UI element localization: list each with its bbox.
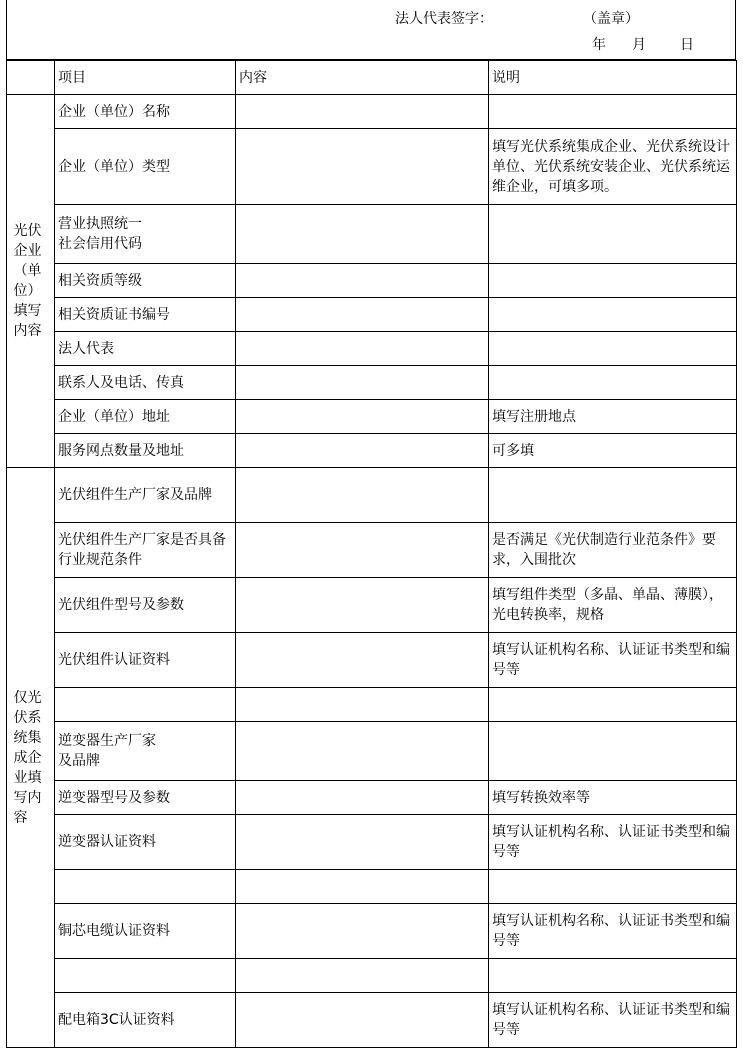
content-cell[interactable]	[236, 366, 489, 400]
content-cell[interactable]	[236, 578, 489, 633]
note-cell	[489, 205, 737, 264]
table-row	[7, 633, 737, 688]
header-item: 项目	[55, 61, 236, 95]
content-cell[interactable]	[236, 264, 489, 298]
content-cell[interactable]	[236, 815, 489, 870]
table-row	[7, 993, 737, 1048]
note-cell	[489, 298, 737, 332]
note-cell	[489, 688, 737, 722]
table-row	[7, 468, 737, 523]
content-cell[interactable]	[236, 205, 489, 264]
table-row	[7, 523, 737, 578]
month-label: 月	[632, 37, 646, 53]
note-cell	[489, 366, 737, 400]
table-row	[7, 688, 737, 722]
item-cell: 联系人及电话、传真	[55, 366, 236, 400]
item-cell: 法人代表	[55, 332, 236, 366]
note-cell	[489, 870, 737, 904]
note-cell	[489, 332, 737, 366]
section-title: 仅光伏系统集成企业填写内容	[13, 689, 42, 826]
item-cell: 铜芯电缆认证资料	[55, 904, 236, 959]
registration-form	[6, 0, 736, 1048]
note-cell: 填写认证机构名称、认证证书类型和编号等	[489, 993, 737, 1048]
day-label: 日	[680, 37, 694, 53]
table-row	[7, 332, 737, 366]
seal-label: （盖章）	[583, 11, 639, 27]
item-cell	[55, 959, 236, 993]
note-cell	[489, 722, 737, 781]
table-row	[7, 129, 737, 205]
section-title: 光伏企业（单位）填写内容	[13, 223, 42, 339]
table-row	[7, 578, 737, 633]
table-row	[7, 264, 737, 298]
table-row	[7, 959, 737, 993]
item-cell: 相关资质证书编号	[55, 298, 236, 332]
item-cell: 光伏组件生产厂家及品牌	[55, 468, 236, 523]
signature-area	[6, 0, 736, 60]
item-cell: 企业（单位）名称	[55, 95, 236, 129]
table-row	[7, 870, 737, 904]
content-cell[interactable]	[236, 870, 489, 904]
item-cell	[55, 870, 236, 904]
table-row	[7, 434, 737, 468]
content-cell[interactable]	[236, 959, 489, 993]
item-cell	[55, 688, 236, 722]
table-row	[7, 366, 737, 400]
table-row	[7, 781, 737, 815]
table-row	[7, 205, 737, 264]
note-cell	[489, 959, 737, 993]
item-cell: 逆变器型号及参数	[55, 781, 236, 815]
legal-rep-signature-label: 法人代表签字：	[395, 11, 493, 27]
table-row	[7, 904, 737, 959]
note-cell	[489, 264, 737, 298]
item-cell: 光伏组件生产厂家是否具备行业规范条件	[55, 523, 236, 578]
content-cell[interactable]	[236, 993, 489, 1048]
content-cell[interactable]	[236, 400, 489, 434]
year-label: 年	[592, 37, 606, 53]
item-cell: 企业（单位）地址	[55, 400, 236, 434]
section-label	[7, 95, 55, 468]
content-cell[interactable]	[236, 688, 489, 722]
header-row	[7, 61, 737, 95]
header-content: 内容	[236, 61, 489, 95]
content-cell[interactable]	[236, 298, 489, 332]
note-cell: 是否满足《光伏制造行业范条件》要求，入围批次	[489, 523, 737, 578]
content-cell[interactable]	[236, 523, 489, 578]
item-cell: 配电箱3C认证资料	[55, 993, 236, 1048]
date-line	[592, 34, 694, 54]
item-cell: 服务网点数量及地址	[55, 434, 236, 468]
item-cell: 营业执照统一 社会信用代码	[55, 205, 236, 264]
table-row	[7, 95, 737, 129]
note-cell	[489, 468, 737, 523]
table-row	[7, 722, 737, 781]
table-row	[7, 400, 737, 434]
item-cell: 相关资质等级	[55, 264, 236, 298]
info-table	[6, 60, 737, 1048]
note-cell: 填写认证机构名称、认证证书类型和编号等	[489, 815, 737, 870]
header-note: 说明	[489, 61, 737, 95]
content-cell[interactable]	[236, 95, 489, 129]
item-cell: 逆变器认证资料	[55, 815, 236, 870]
note-cell: 填写认证机构名称、认证证书类型和编号等	[489, 633, 737, 688]
note-cell: 填写光伏系统集成企业、光伏系统设计单位、光伏系统安装企业、光伏系统运维企业，可填多项。	[489, 129, 737, 205]
item-cell: 企业（单位）类型	[55, 129, 236, 205]
content-cell[interactable]	[236, 633, 489, 688]
note-cell: 填写认证机构名称、认证证书类型和编号等	[489, 904, 737, 959]
note-cell: 可多填	[489, 434, 737, 468]
note-cell	[489, 95, 737, 129]
content-cell[interactable]	[236, 722, 489, 781]
note-cell: 填写注册地点	[489, 400, 737, 434]
content-cell[interactable]	[236, 468, 489, 523]
content-cell[interactable]	[236, 434, 489, 468]
header-blank	[7, 61, 55, 95]
content-cell[interactable]	[236, 904, 489, 959]
item-cell: 光伏组件认证资料	[55, 633, 236, 688]
note-cell: 填写转换效率等	[489, 781, 737, 815]
item-cell: 逆变器生产厂家 及品牌	[55, 722, 236, 781]
content-cell[interactable]	[236, 129, 489, 205]
content-cell[interactable]	[236, 781, 489, 815]
table-row	[7, 298, 737, 332]
note-cell: 填写组件类型（多晶、单晶、薄膜），光电转换率，规格	[489, 578, 737, 633]
content-cell[interactable]	[236, 332, 489, 366]
table-row	[7, 815, 737, 870]
section-label	[7, 468, 55, 1048]
item-cell: 光伏组件型号及参数	[55, 578, 236, 633]
